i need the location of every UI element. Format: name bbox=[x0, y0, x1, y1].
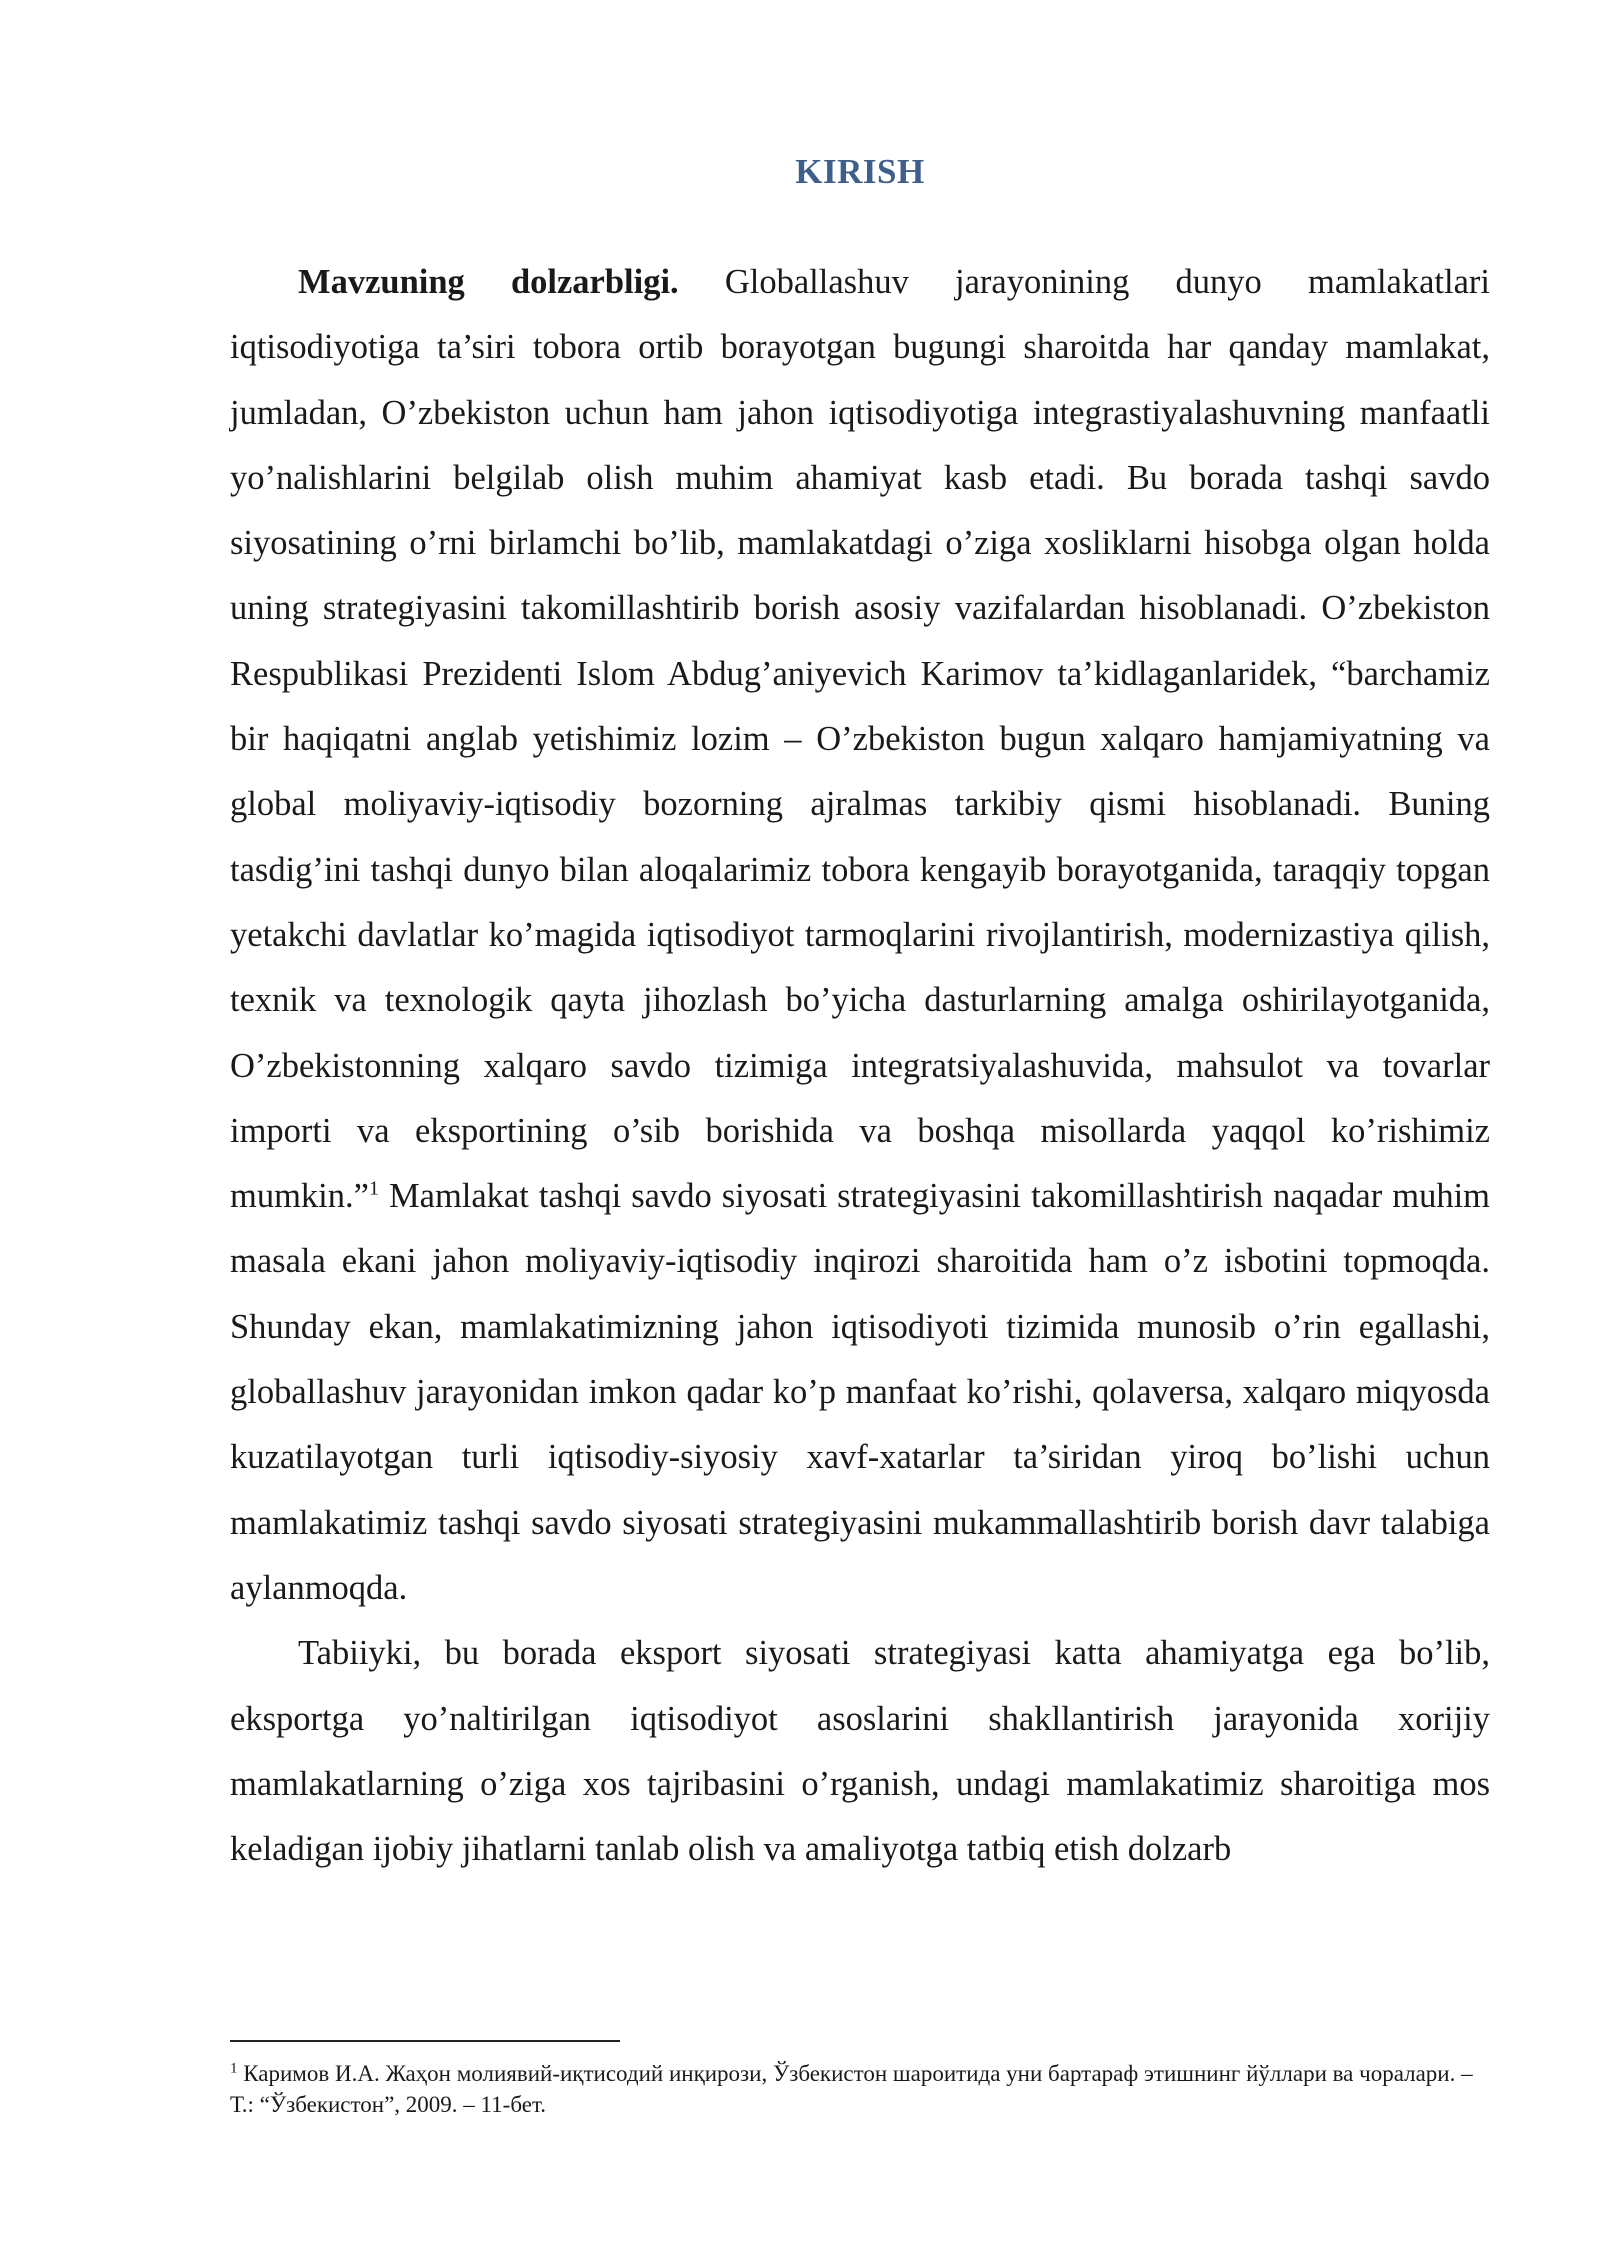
paragraph-export-strategy: Tabiiyki, bu borada eksport siyosati strategiyasi katta ahamiyatga ega bo’lib, eksportga yo’naltirilgan iqtisodiyot asoslarini shakllantirish jarayonida xorijiy mamlakatlarning o’ziga xos tajribasini o’rganish, undagi mamlakatimiz sharoitiga mos keladigan ijobiy jihatlarni tanlab olish va amaliyotga tatbiq etish dolzarb bbox=[230, 1634, 1490, 1869]
footnote-reference[interactable]: 1 bbox=[368, 1177, 379, 1200]
footnote-separator bbox=[230, 2040, 620, 2042]
paragraph-text: Globallashuv jarayonining dunyo mamlakatlari iqtisodiyotiga ta’siri tobora ortib borayotgan bugungi sharoitda har qanday mamlakat, jumladan, O’zbekiston uchun ham jahon iqtisodiyotiga integrastiyalashuvning manfaatli yo’nalishlarini belgilab olish muhim ahamiyat kasb etadi. Bu borada tashqi savdo siyosatining o’rni birlamchi bo’lib, mamlakatdagi o’ziga xosliklarni hisobga olgan holda uning strategiyasini takomillashtirib borish asosiy vazifalardan hisoblanadi. O’zbekiston Respublikasi Prezidenti Islom Abdug’aniyevich Karimov ta’kidlaganlaridek, “barchamiz bir haqiqatni anglab yetishimiz lozim – O’zbekiston bugun xalqaro hamjamiyatning va global moliyaviy-iqtisodiy bozorning ajralmas tarkibiy qismi hisoblanadi. Buning tasdig’ini tashqi dunyo bilan aloqalarimiz tobora kengayib borayotganida, taraqqiy topgan yetakchi davlatlar ko’magida iqtisodiyot tarmoqlarini rivojlantirish, modernizastiya qilish, texnik va texnologik qayta jihozlash bo’yicha dasturlarning amalga oshirilayotganida, O’zbekistonning xalqaro savdo tizimiga integratsiyalashuvida, mahsulot va tovarlar importi va eksportining o’sib borishida va boshqa misollarda yaqqol ko’rishimiz mumkin.” bbox=[230, 263, 1490, 1216]
footnote-mark: 1 bbox=[230, 2060, 238, 2077]
body-text bbox=[230, 250, 1490, 1882]
paragraph-lead: Mavzuning dolzarbligi. bbox=[298, 263, 679, 301]
paragraph-relevance bbox=[230, 250, 1490, 1621]
section-heading: KIRISH bbox=[795, 152, 925, 191]
footnote bbox=[230, 2058, 1490, 2120]
footnote-text: Каримов И.А. Жаҳон молиявий-иқтисодий инқирози, Ўзбекистон шароитида уни бартараф этишнинг йўллари ва чоралари. – Т.: “Ўзбекистон”, 2009. – 11-бет. bbox=[230, 2061, 1473, 2117]
paragraph-text-continued: Mamlakat tashqi savdo siyosati strategiyasini takomillashtirish naqadar muhim masala ekani jahon moliyaviy-iqtisodiy inqirozi sharoitida ham o’z isbotini topmoqda. Shunday ekan, mamlakatimizning jahon iqtisodiyoti tizimida munosib o’rin egallashi, globallashuv jarayonidan imkon qadar ko’p manfaat ko’rishi, qolaversa, xalqaro miqyosda kuzatilayotgan turli iqtisodiy-siyosiy xavf-xatarlar ta’siridan yiroq bo’lishi uchun mamlakatimiz tashqi savdo siyosati strategiyasini mukammallashtirib borish davr talabiga aylanmoqda. bbox=[230, 1177, 1490, 1607]
